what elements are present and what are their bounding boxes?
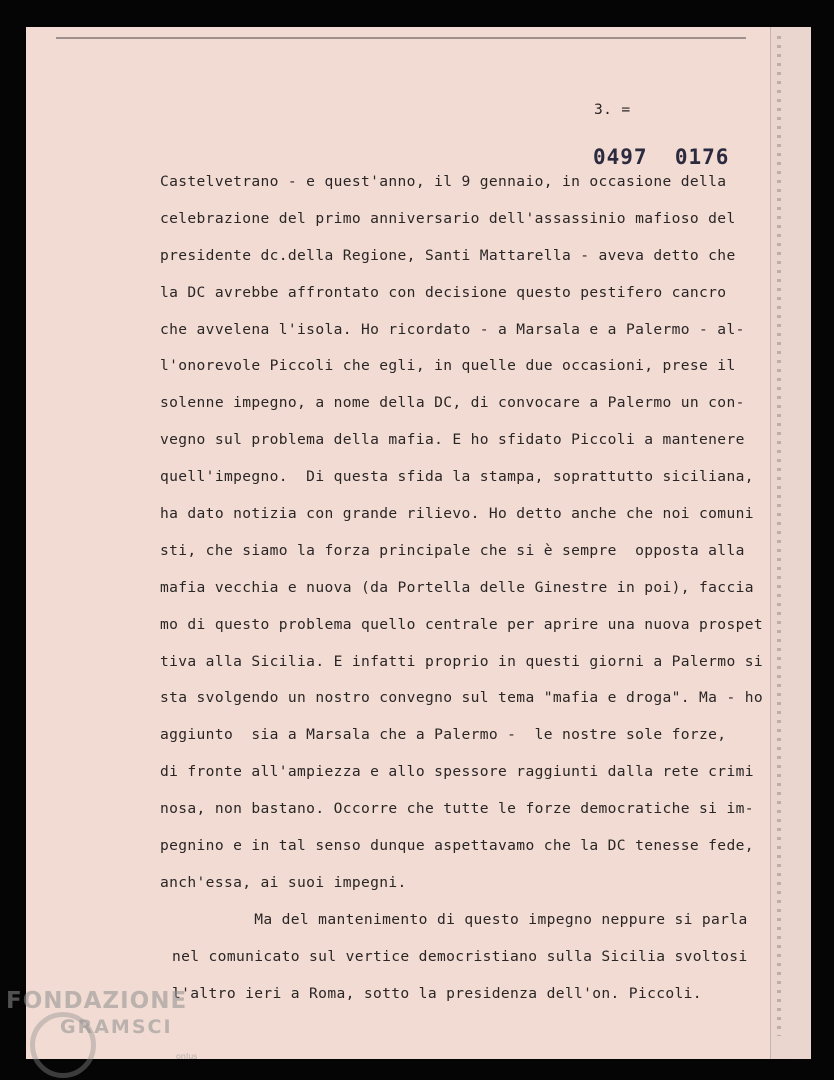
text-line: Ma del mantenimento di questo impegno neppure si parla <box>172 910 748 928</box>
top-rule <box>56 37 746 39</box>
text-line: sta svolgendo un nostro convegno sul tema "mafia e droga". Ma - ho <box>160 689 763 707</box>
text-line: mo di questo problema quello centrale per aprire una nuova prospet <box>160 615 763 633</box>
text-line: la DC avrebbe affrontato con decisione questo pestifero cancro <box>160 283 727 301</box>
text-line: l'altro ieri a Roma, sotto la presidenza dell'on. Piccoli. <box>172 984 702 1002</box>
body-text <box>160 171 780 1019</box>
text-line: anch'essa, ai suoi impegni. <box>160 873 407 891</box>
watermark-line1: FONDAZIONE <box>6 988 188 1014</box>
text-line: sti, che siamo la forza principale che si è sempre opposta alla <box>160 541 745 559</box>
text-line: quell'impegno. Di questa sfida la stampa, soprattutto siciliana, <box>160 468 754 486</box>
text-line: presidente dc.della Regione, Santi Mattarella - aveva detto che <box>160 246 736 264</box>
text-line: celebrazione del primo anniversario dell'assassinio mafioso del <box>160 209 736 227</box>
text-line: aggiunto sia a Marsala che a Palermo - le nostre sole forze, <box>160 726 727 744</box>
watermark <box>6 988 187 1038</box>
text-line: tiva alla Sicilia. E infatti proprio in questi giorni a Palermo si <box>160 652 763 670</box>
text-line: vegno sul problema della mafia. E ho sfidato Piccoli a mantenere <box>160 431 745 449</box>
page-number: 3. = <box>594 101 631 118</box>
text-line: solenne impegno, a nome della DC, di convocare a Palermo un con- <box>160 394 745 412</box>
text-line: l'onorevole Piccoli che egli, in quelle due occasioni, prese il <box>160 357 736 375</box>
text-line: nosa, non bastano. Occorre che tutte le forze democratiche si im- <box>160 800 754 818</box>
watermark-small: onlus <box>176 1052 198 1061</box>
watermark-line2: GRAMSCI <box>60 1016 173 1038</box>
text-line: mafia vecchia e nuova (da Portella delle Ginestre in poi), faccia <box>160 578 754 596</box>
text-line: pegnino e in tal senso dunque aspettavamo che la DC tenesse fede, <box>160 837 754 855</box>
text-line: ha dato notizia con grande rilievo. Ho detto anche che noi comuni <box>160 505 754 523</box>
text-line: nel comunicato sul vertice democristiano sulla Sicilia svoltosi <box>172 947 748 965</box>
document-code: 0497 0176 <box>593 145 730 169</box>
text-line: Castelvetrano - e quest'anno, il 9 gennaio, in occasione della <box>160 173 727 190</box>
text-line: di fronte all'ampiezza e allo spessore raggiunti dalla rete crimi <box>160 763 754 781</box>
text-line: che avvelena l'isola. Ho ricordato - a Marsala e a Palermo - al- <box>160 320 745 338</box>
